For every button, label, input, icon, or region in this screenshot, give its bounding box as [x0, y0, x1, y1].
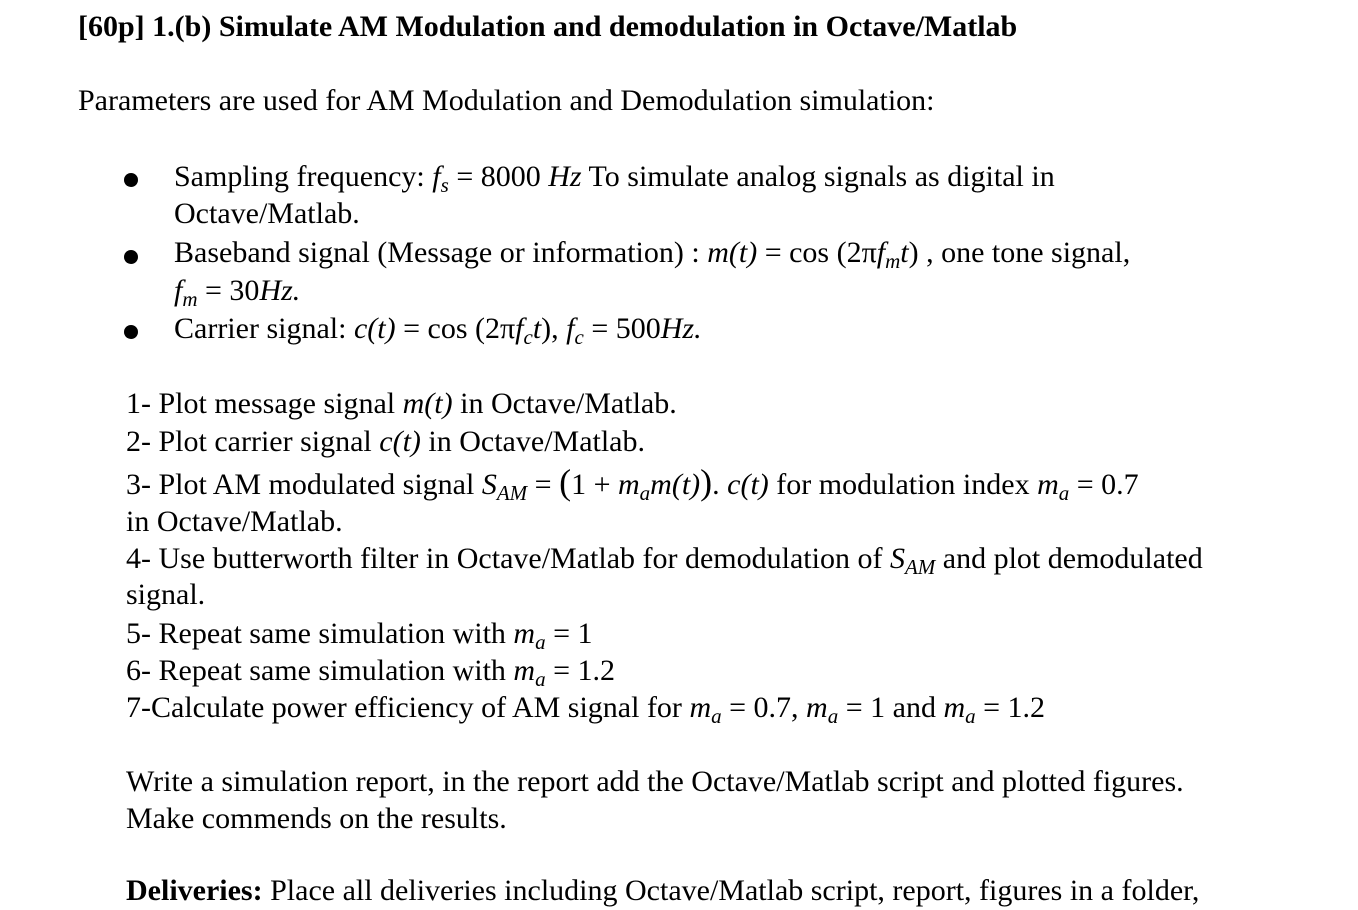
task-1: 1- Plot message signal m(t) in Octave/Matlab. [126, 387, 677, 420]
bullet-dot [124, 173, 138, 187]
bullet-sampling-frequency-cont: Octave/Matlab. [174, 197, 360, 230]
report-instructions: Write a simulation report, in the report add the Octave/Matlab script and plotted figures. [126, 765, 1184, 798]
task-3: 3- Plot AM modulated signal $S_{AM} = (1 + m_am(t))$. c(t) for modulation index $m_a = 0.7$ [126, 462, 1139, 505]
bullet-carrier-signal: Carrier signal: $c(t) = \cos (2\pi f_ct)$, $f_c = 500Hz$. [174, 312, 702, 349]
bullet-sampling-frequency: Sampling frequency: $f_s = 8000$ Hz To simulate analog signals as digital in [174, 160, 1055, 197]
task-6: 6- Repeat same simulation with $m_a = 1.2$ [126, 654, 616, 691]
section-heading: [60p] 1.(b) Simulate AM Modulation and demodulation in Octave/Matlab [78, 10, 1018, 43]
bullet-dot [124, 250, 138, 264]
bullet-baseband-signal-cont: $f_m = 30Hz$. [174, 274, 301, 311]
bullet-dot [124, 325, 138, 339]
bullet-baseband-signal: Baseband signal (Message or information) : $m(t) = \cos (2\pi f_mt)$ , one tone signal, [174, 236, 1131, 273]
task-7: 7-Calculate power efficiency of AM signal for $m_a = 0.7$, $m_a = 1$ and $m_a = 1.2$ [126, 691, 1046, 728]
deliveries-paragraph: Deliveries: Place all deliveries including Octave/Matlab script, report, figures in a folder, [126, 874, 1200, 907]
task-4: 4- Use butterworth filter in Octave/Matlab for demodulation of $S_{AM}$ and plot demodulated [126, 542, 1203, 579]
intro-paragraph: Parameters are used for AM Modulation and Demodulation simulation: [78, 84, 935, 117]
deliveries-label: Deliveries: [126, 874, 263, 907]
task-4-cont: signal. [126, 578, 206, 611]
task-3-cont: in Octave/Matlab. [126, 505, 343, 538]
task-5: 5- Repeat same simulation with $m_a = 1$ [126, 617, 593, 654]
report-instructions-cont: Make commends on the results. [126, 802, 507, 835]
task-2: 2- Plot carrier signal c(t) in Octave/Matlab. [126, 425, 645, 458]
